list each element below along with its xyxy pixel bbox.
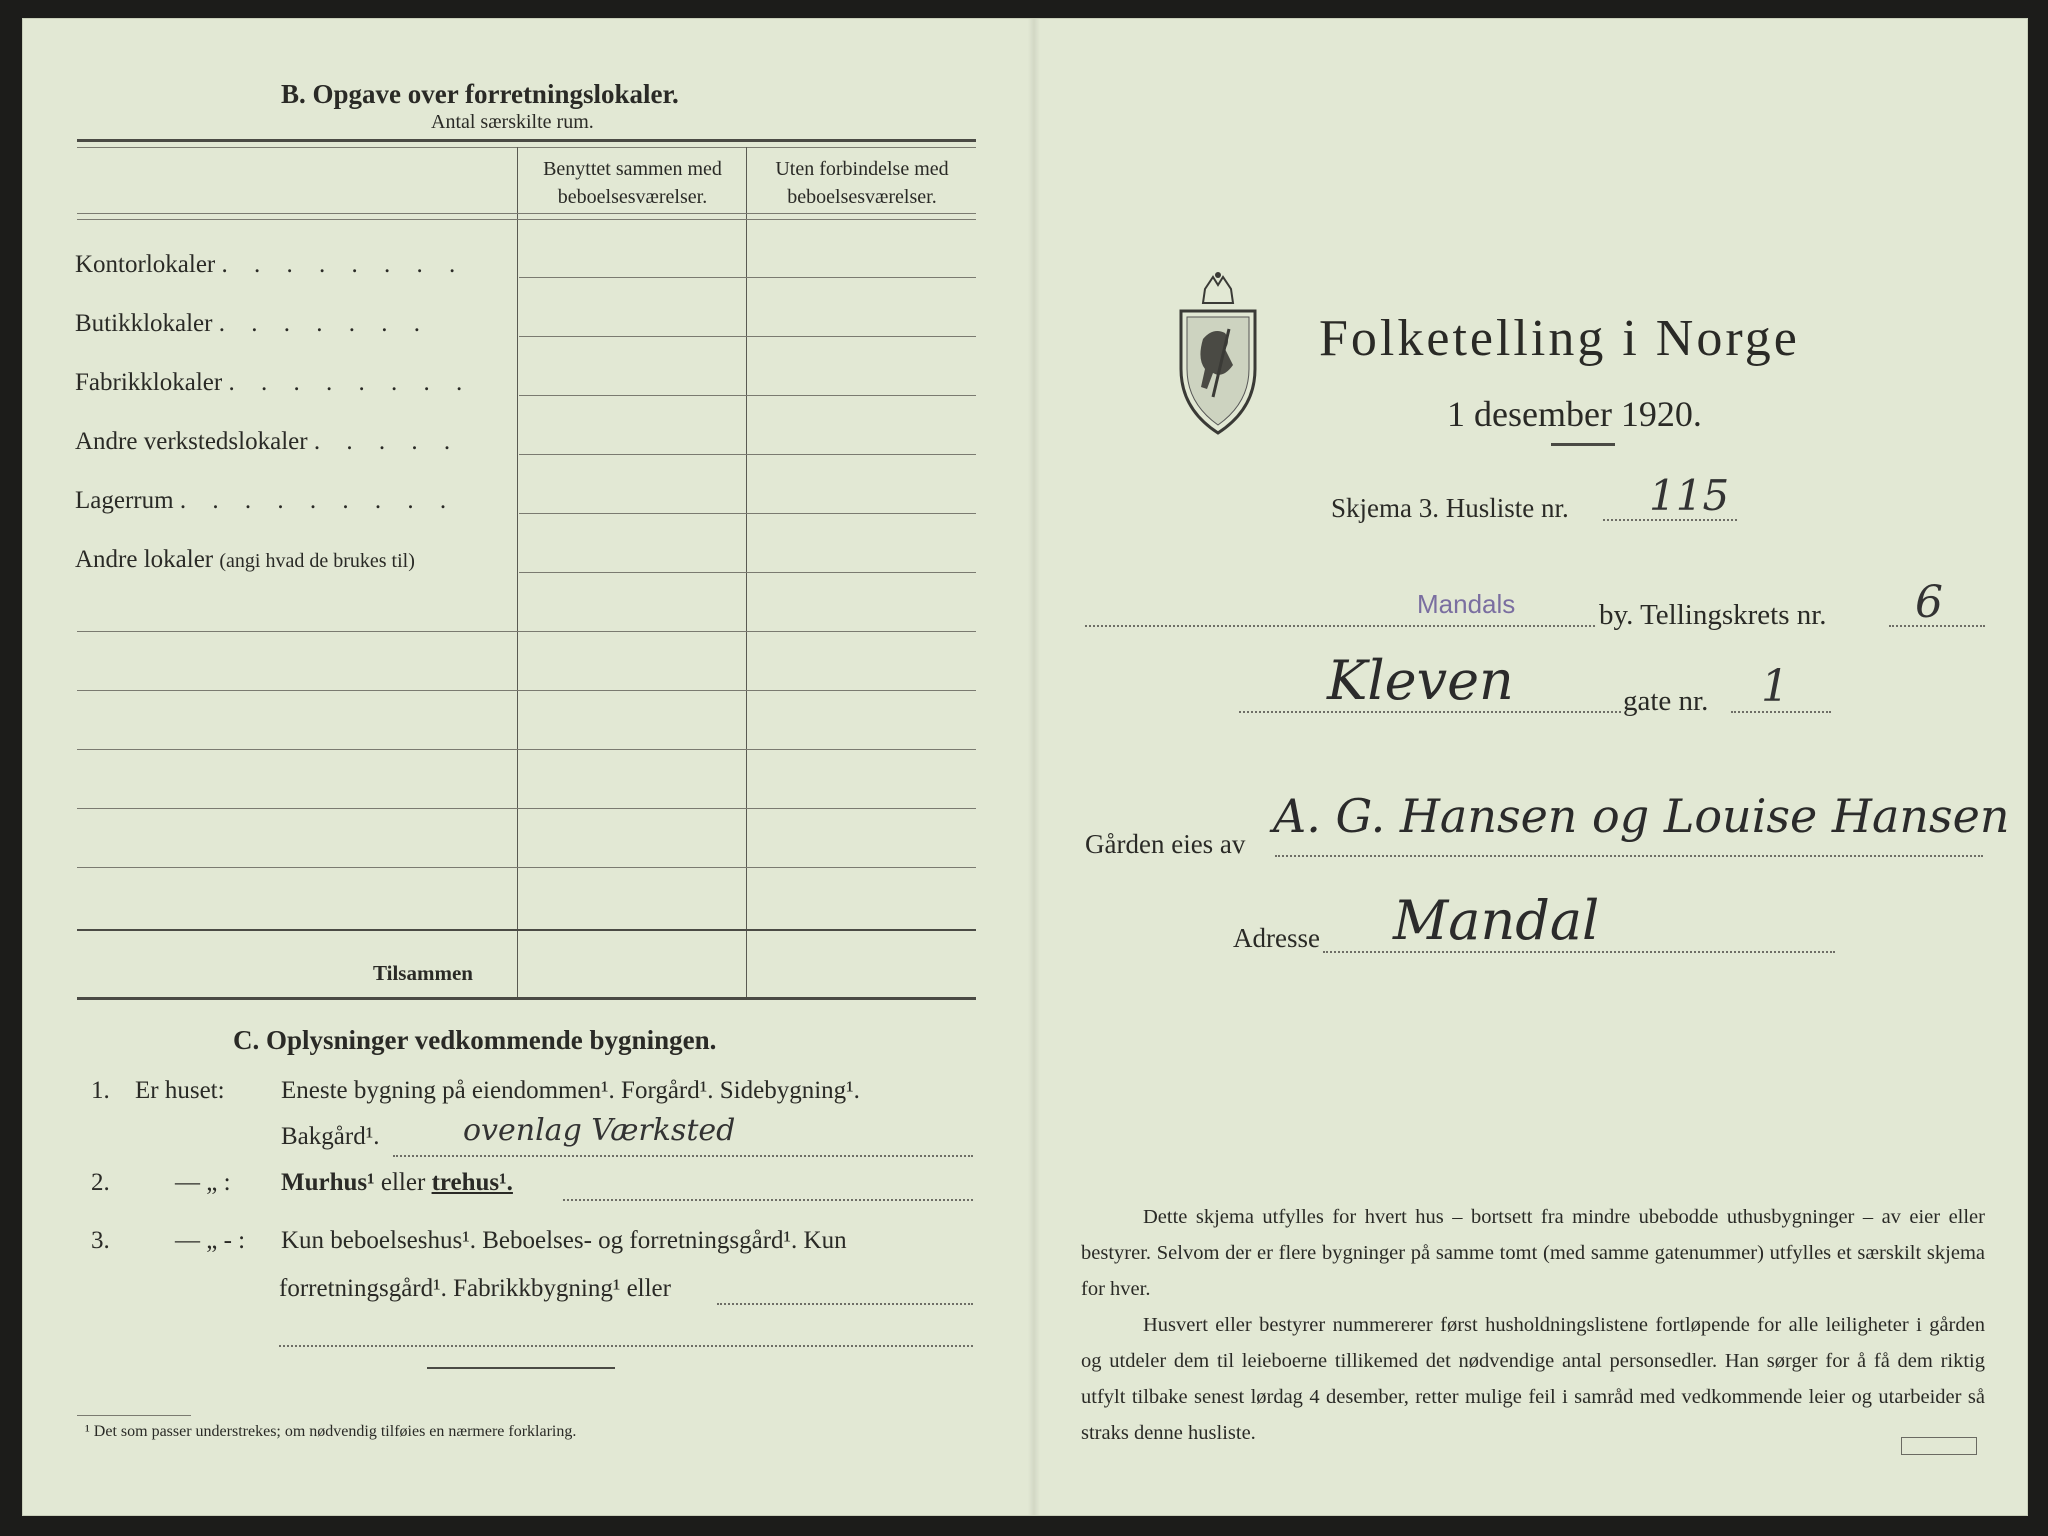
footnote: ¹ Det som passer understrekes; om nødvendig tilføies en nærmere forklaring.: [85, 1423, 577, 1440]
printer-mark-icon: [1901, 1437, 1977, 1455]
q1-options: Eneste bygning på eiendommen¹. Forgård¹. Sidebygning¹.: [281, 1077, 860, 1104]
section-end-rule: [427, 1367, 615, 1369]
q1-answer-line: [393, 1155, 973, 1157]
row-label-kontorlokaler: Kontorlokaler . . . . . . . .: [75, 251, 466, 278]
norway-coat-of-arms-icon: [1173, 269, 1263, 439]
header-bottom-rule-2: [77, 219, 976, 220]
q1-number: 1.: [91, 1077, 110, 1104]
census-form-sheet: [22, 18, 2028, 1516]
gate-label: gate nr.: [1623, 685, 1709, 717]
section-b-title: B. Opgave over forretningslokaler.: [281, 79, 679, 109]
title-underline: [1551, 443, 1615, 446]
row-rule: [77, 867, 976, 868]
row-label-lagerrum: Lagerrum . . . . . . . . .: [75, 487, 457, 514]
q3-line1: Kun beboelseshus¹. Beboelses- og forretningsgård¹. Kun: [281, 1227, 847, 1254]
q2-ditto: — „ :: [175, 1169, 231, 1196]
address-label: Adresse: [1233, 923, 1320, 953]
q3-answer-line: [717, 1303, 973, 1305]
row-label-andre-lokaler: Andre lokaler (angi hvad de brukes til): [75, 546, 415, 573]
col1-header: Benyttet sammen med beboelsesværelser.: [543, 158, 722, 208]
gate-number: 1: [1761, 661, 1789, 712]
instructions-paragraph-1: Dette skjema utfylles for hvert hus – bortsett fra mindre ubebodde uthusbygninger – av eier eller bestyrer. Selvom der er flere bygninger på samme tomt (med samme gatenummer) utfylles et særskilt skjema for hver.: [1081, 1206, 1985, 1300]
q2-answer-line: [563, 1199, 973, 1201]
husliste-number: 115: [1649, 471, 1730, 520]
q3-ditto: — „ - :: [175, 1227, 246, 1254]
q1-label: Er huset:: [135, 1077, 225, 1104]
total-label: Tilsammen: [373, 961, 473, 985]
row-rule: [519, 572, 976, 573]
section-c-title: C. Oplysninger vedkommende bygningen.: [233, 1025, 717, 1055]
footnote-rule: [77, 1415, 191, 1416]
street-handwritten: Kleven: [1327, 649, 1514, 712]
row-label-butikklokaler: Butikklokaler . . . . . . .: [75, 310, 430, 337]
row-label-andre-verkstedslokaler: Andre verkstedslokaler . . . . .: [75, 428, 461, 455]
row-rule: [77, 690, 976, 691]
row-rule: [519, 336, 976, 337]
table-col-divider-2: [746, 147, 747, 999]
row-rule: [77, 749, 976, 750]
header-bottom-rule: [77, 213, 976, 214]
q3-answer-line-2: [279, 1345, 973, 1347]
page-fold: [1028, 19, 1040, 1515]
form-date: 1 desember 1920.: [1447, 394, 1702, 434]
instructions-paragraph-2: Husvert eller bestyrer nummererer først husholdningslistene fortløpende for alle leiligheter i gården og utdeler dem til leieboerne tillikemed det nødvendige antal personsedler. Han sørger for å få dem riktig utfylt tilbake senest lørdag 4 desember, retter mulige feil i samråd med vedkommende leier og utarbeider så straks denne husliste.: [1081, 1314, 1985, 1444]
row-rule: [519, 454, 976, 455]
q3-number: 3.: [91, 1227, 110, 1254]
table-top-rule-2: [77, 147, 976, 148]
row-rule: [519, 395, 976, 396]
town-line: [1085, 625, 1595, 627]
total-top-rule: [77, 929, 976, 931]
owner-handwritten: A. G. Hansen og Louise Hansen: [1273, 789, 2010, 843]
owner-label: Gården eies av: [1085, 829, 1246, 859]
q3-line2: forretningsgård¹. Fabrikkbygning¹ eller: [279, 1275, 671, 1302]
q1-handwritten-answer: ovenlag Værksted: [463, 1113, 736, 1148]
owner-line: [1275, 855, 1983, 857]
krets-number: 6: [1915, 577, 1943, 628]
town-stamp: Mandals: [1417, 589, 1516, 619]
skjema-label: Skjema 3. Husliste nr.: [1331, 493, 1569, 523]
by-label: by. Tellingskrets nr.: [1599, 599, 1827, 631]
row-rule: [77, 631, 976, 632]
q2-number: 2.: [91, 1169, 110, 1196]
q1-bakgard: Bakgård¹.: [281, 1123, 380, 1150]
section-b-subtitle: Antal særskilte rum.: [431, 111, 594, 133]
row-label-fabrikklokaler: Fabrikklokaler . . . . . . . .: [75, 369, 473, 396]
row-rule: [77, 808, 976, 809]
table-col-divider-1: [517, 147, 518, 999]
q2-options: Murhus¹ eller trehus¹.: [281, 1169, 513, 1196]
row-rule: [519, 513, 976, 514]
address-handwritten: Mandal: [1393, 889, 1600, 952]
table-top-rule: [77, 139, 976, 142]
row-rule: [519, 277, 976, 278]
form-title: Folketelling i Norge: [1319, 310, 1800, 367]
table-bottom-rule: [77, 997, 976, 1000]
col2-header: Uten forbindelse med beboelsesværelser.: [775, 158, 949, 208]
